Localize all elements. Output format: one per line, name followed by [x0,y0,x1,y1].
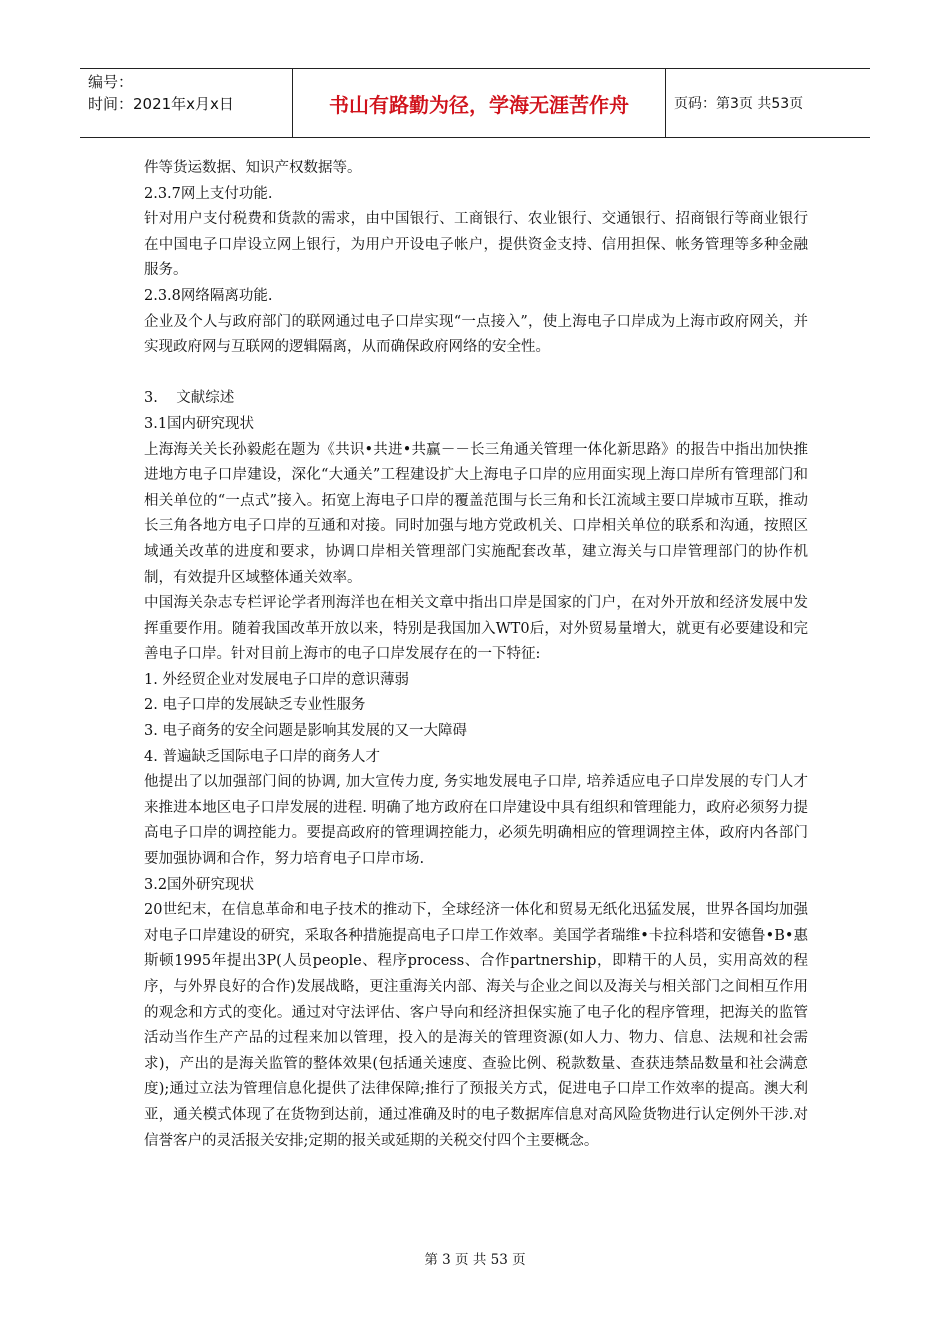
page-header [80,68,870,138]
page-footer: 第 3 页 共 53 页 [424,1252,526,1268]
paragraph: 件等货运数据、知识产权数据等。 [144,160,362,176]
blank-line [144,361,808,387]
paragraph: 他提出了以加强部门间的协调, 加大宣传力度, 务实地发展电子口岸, 培养适应电子口岸发展的专门人才来推进本地区电子口岸发展的进程. 明确了地方政府在口岸建设中具有组织和管理能力，政府必须努力提高电子口岸的调控能力。要提高政府的管理调控能力，必须先明确相应的管理调控主体，政府内各部门要加强协调和合作，努力培育电子口岸市场. [144,774,808,868]
list-item: 1. 外经贸企业对发展电子口岸的意识薄弱 [144,671,409,688]
header-meta [80,69,293,137]
section-heading: 2.3.8网络隔离功能. [144,287,273,304]
document-number-label: 编号： [88,73,134,91]
section-heading: 3.1国内研究现状 [144,415,255,432]
paragraph: 针对用户支付税费和货款的需求，由中国银行、工商银行、农业银行、交通银行、招商银行等商业银行在中国电子口岸设立网上银行，为用户开设电子帐户，提供资金支持、信用担保、帐务管理等多种金融服务。 [144,211,808,279]
list-item: 4. 普遍缺乏国际电子口岸的商务人才 [144,748,380,765]
list-item: 2. 电子口岸的发展缺乏专业性服务 [144,697,366,714]
paragraph: 上海海关关长孙毅彪在题为《共识•共进•共赢－－长三角通关管理一体化新思路》的报告中指出加快推进地方电子口岸建设，深化“大通关”工程建设扩大上海电子口岸的应用面实现上海口岸所有管理部门和相关单位的“一点式”接入。拓宽上海电子口岸的覆盖范围与长三角和长江流域主要口岸城市互联，推动长三角各地方电子口岸的互通和对接。同时加强与地方党政机关、口岸相关单位的联系和沟通，按照区域通关改革的进度和要求，协调口岸相关管理部门实施配套改革，建立海关与口岸管理部门的协作机制，有效提升区域整体通关效率。 [144,441,808,586]
chapter-heading: 3. 文献综述 [144,390,235,407]
document-date-label: 时间：2021年x月x日 [88,95,234,113]
paragraph: 企业及个人与政府部门的联网通过电子口岸实现“一点接入”，使上海电子口岸成为上海市政府网关，并实现政府网与互联网的逻辑隔离，从而确保政府网络的安全性。 [144,313,808,356]
header-page-label: 页码：第3页 共53页 [674,96,804,112]
paragraph: 20世纪末，在信息革命和电子技术的推动下，全球经济一体化和贸易无纸化迅猛发展，世界各国均加强对电子口岸建设的研究，采取各种措施提高电子口岸工作效率。美国学者瑞维•卡拉科塔和安德鲁•B•惠斯顿1995年提出3P(人员people、程序process、合作partnership，即精干的人员，实用高效的程序，与外界良好的合作)发展战略，更注重海关内部、海关与企业之间以及海关与相关部门之间相互作用的观念和方式的变化。通过对守法评估、客户导向和经济担保实施了电子化的程序管理，把海关的监管活动当作生产产品的过程来加以管理，投入的是海关的管理资源(如人力、物力、信息、法规和社会需求)，产出的是海关监管的整体效果(包括通关速度、查验比例、税款数量、查获违禁品数量和社会满意度);通过立法为管理信息化提供了法律保障;推行了预报关方式，促进电子口岸工作效率的提高。澳大利亚，通关模式体现了在货物到达前，通过准确及时的电子数据库信息对高风险货物进行认定例外干涉.对信誉客户的灵活报关安排;定期的报关或延期的关税交付四个主要概念。 [144,902,808,1149]
list-item: 3. 电子商务的安全问题是影响其发展的又一大障碍 [144,723,467,740]
section-heading: 3.2国外研究现状 [144,876,255,893]
paragraph: 中国海关杂志专栏评论学者刑海洋也在相关文章中指出口岸是国家的门户，在对外开放和经济发展中发挥重要作用。随着我国改革开放以来，特别是我国加入WT0后，对外贸易量增大，就更有必要建设和完善电子口岸。针对目前上海市的电子口岸发展存在的一下特征: [144,595,808,663]
header-motto: 书山有路勤为径，学海无涯苦作舟 [293,69,666,137]
document-body [144,156,808,1154]
section-heading: 2.3.7网上支付功能. [144,185,273,202]
